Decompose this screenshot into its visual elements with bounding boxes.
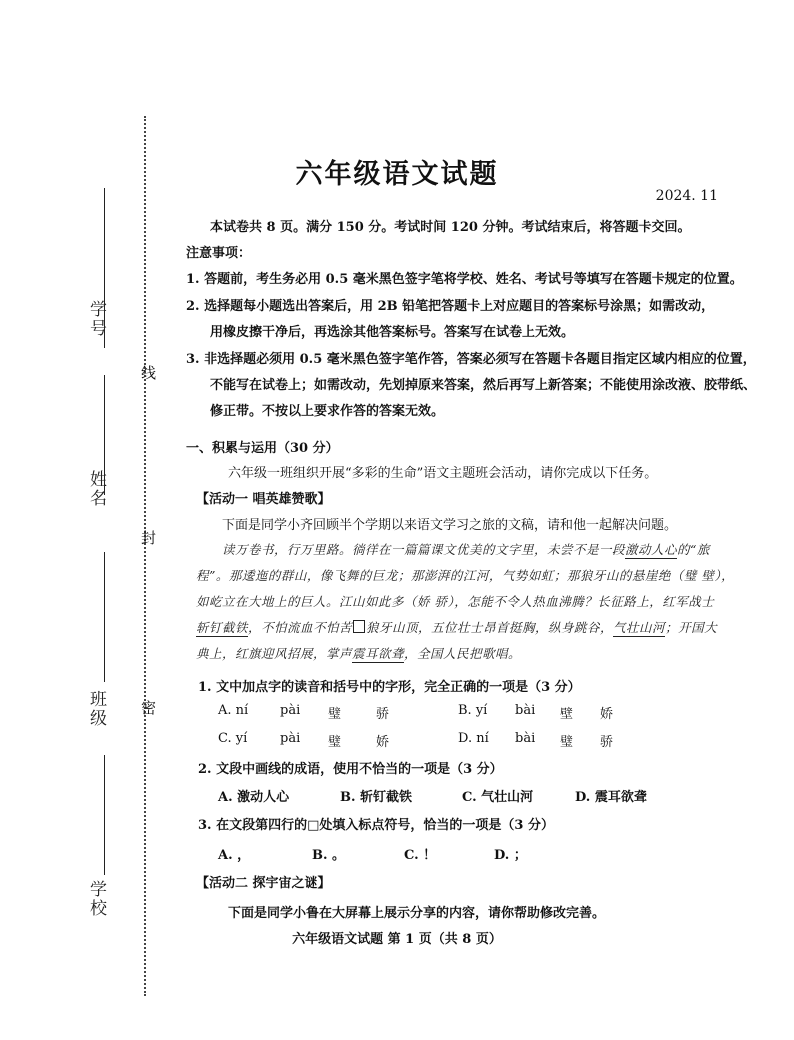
passage-text: ；开国大	[665, 620, 718, 635]
activity-2-intro: 下面是同学小鲁在大屏幕上展示分享的内容，请你帮助修改完善。	[228, 906, 606, 921]
passage-line-2: 程”。那逶迤的群山，像飞舞的巨龙；那澎湃的江河，气势如虹；那狼牙山的悬崖绝（璧 壁），	[196, 568, 735, 583]
q1-option-a-char1: 璧	[328, 707, 342, 722]
q2-option-b: B. 斩钉截铁	[340, 790, 413, 805]
xingming-label: 姓名	[86, 470, 106, 508]
q1-option-d-pinyin2: bài	[515, 731, 536, 746]
notice-item-2-cont: 用橡皮擦干净后，再选涂其他答案标号。答案写在试卷上无效。	[210, 325, 575, 340]
banji-label: 班级	[86, 690, 106, 728]
exam-date: 2024. 11	[655, 188, 718, 204]
q1-option-b-char1: 壁	[560, 707, 574, 722]
question-1-stem: 1. 文中加点字的读音和括号中的字形，完全正确的一项是（3 分）	[198, 680, 581, 695]
passage-text: ，不怕流血不怕苦	[248, 620, 353, 635]
q3-option-c: C. ！	[404, 848, 437, 863]
notice-item-3-cont1: 不能写在试卷上；如需改动，先划掉原来答案，然后再写上新答案；不能使用涂改液、胶带纸、	[210, 378, 757, 393]
q2-option-a: A. 激动人心	[218, 790, 290, 805]
q2-option-d: D. 震耳欲聋	[575, 790, 647, 805]
activity-1-intro: 下面是同学小齐回顾半个学期以来语文学习之旅的文稿，请和他一起解决问题。	[222, 518, 678, 533]
q2-option-c: C. 气壮山河	[462, 790, 534, 805]
seal-feng: 封	[139, 530, 157, 545]
xuexiao-blank	[104, 755, 105, 875]
q1-option-a-char2: 骄	[376, 707, 390, 722]
seal-mi: 密	[139, 700, 157, 715]
notice-item-3-cont2: 修正带。不按以上要求作答的答案无效。	[210, 404, 445, 419]
punctuation-blank-box	[353, 620, 365, 633]
q1-option-c-pinyin1: C. yí	[218, 731, 248, 746]
xuexiao-label: 学校	[86, 880, 106, 918]
passage-text: 读万卷书，行万里路。徜徉在一篇篇课文优美的文字里，未尝不是一段	[222, 542, 626, 557]
notice-item-3: 3. 非选择题必须用 0.5 毫米黑色签字笔作答，答案必须写在答题卡各题目指定区域内相应的位置，	[186, 352, 756, 367]
section-1-heading: 一、积累与运用（30 分）	[186, 441, 339, 456]
passage-text: 狼牙山顶，五位壮士昂首挺胸，纵身跳谷，	[366, 620, 614, 635]
q1-option-c-pinyin2: pài	[280, 731, 301, 746]
question-2-stem: 2. 文段中画线的成语，使用不恰当的一项是（3 分）	[198, 762, 503, 777]
notice-item-1: 1. 答题前，考生务必用 0.5 毫米黑色签字笔将学校、姓名、考试号等填写在答题卡规定的位置。	[186, 272, 743, 287]
page-title: 六年级语文试题	[295, 159, 499, 190]
q3-option-a: A. ，	[218, 848, 251, 863]
seal-xian: 线	[139, 365, 157, 380]
q1-option-b-char2: 娇	[600, 707, 614, 722]
binding-dotted-line	[144, 116, 146, 996]
passage-line-4	[196, 618, 717, 636]
q1-option-b-pinyin1: B. yí	[458, 703, 488, 718]
xingming-blank	[104, 375, 105, 495]
xuehao-blank	[104, 188, 105, 348]
q1-option-d-char2: 骄	[600, 735, 614, 750]
underlined-idiom-4: 震耳欲聋	[352, 646, 405, 661]
section-1-intro: 六年级一班组织开展“多彩的生命”语文主题班会活动，请你完成以下任务。	[228, 466, 658, 481]
page-footer: 六年级语文试题 第 1 页（共 8 页）	[292, 932, 502, 947]
q1-option-a-pinyin1: A. ní	[218, 703, 249, 718]
passage-text: 典上，红旗迎风招展，掌声	[196, 646, 353, 661]
passage-line-3: 如屹立在大地上的巨人。江山如此多（娇 骄），怎能不令人热血沸腾？长征路上，红军战士	[196, 594, 715, 609]
passage-line-5	[196, 644, 521, 662]
q3-option-d: D. ；	[494, 848, 527, 863]
passage-line-1	[222, 540, 710, 558]
underlined-idiom-2: 斩钉截铁	[196, 620, 249, 635]
xuehao-label: 学号	[86, 300, 106, 338]
underlined-idiom-3: 气壮山河	[613, 620, 666, 635]
q1-option-a-pinyin2: pài	[280, 703, 301, 718]
banji-blank	[104, 552, 105, 682]
q1-option-b-pinyin2: bài	[515, 703, 536, 718]
underlined-idiom-1: 激动人心	[625, 542, 678, 557]
q1-option-d-char1: 璧	[560, 735, 574, 750]
q3-option-b: B. 。	[312, 848, 346, 863]
passage-text: ，全国人民把歌唱。	[404, 646, 522, 661]
q1-option-c-char2: 娇	[376, 735, 390, 750]
q1-option-d-pinyin1: D. ní	[458, 731, 489, 746]
notice-heading: 注意事项：	[186, 246, 252, 261]
question-3-stem: 3. 在文段第四行的□处填入标点符号，恰当的一项是（3 分）	[198, 818, 554, 833]
intro-text: 本试卷共 8 页。满分 150 分。考试时间 120 分钟。考试结束后，将答题卡交回。	[210, 220, 691, 235]
passage-text: 的“旅	[677, 542, 710, 557]
activity-2-title: 【活动二 探宇宙之谜】	[196, 876, 331, 891]
notice-item-2: 2. 选择题每小题选出答案后，用 2B 铅笔把答题卡上对应题目的答案标号涂黑；如需改动，	[186, 299, 715, 314]
q1-option-c-char1: 璧	[328, 735, 342, 750]
activity-1-title: 【活动一 唱英雄赞歌】	[196, 492, 331, 507]
